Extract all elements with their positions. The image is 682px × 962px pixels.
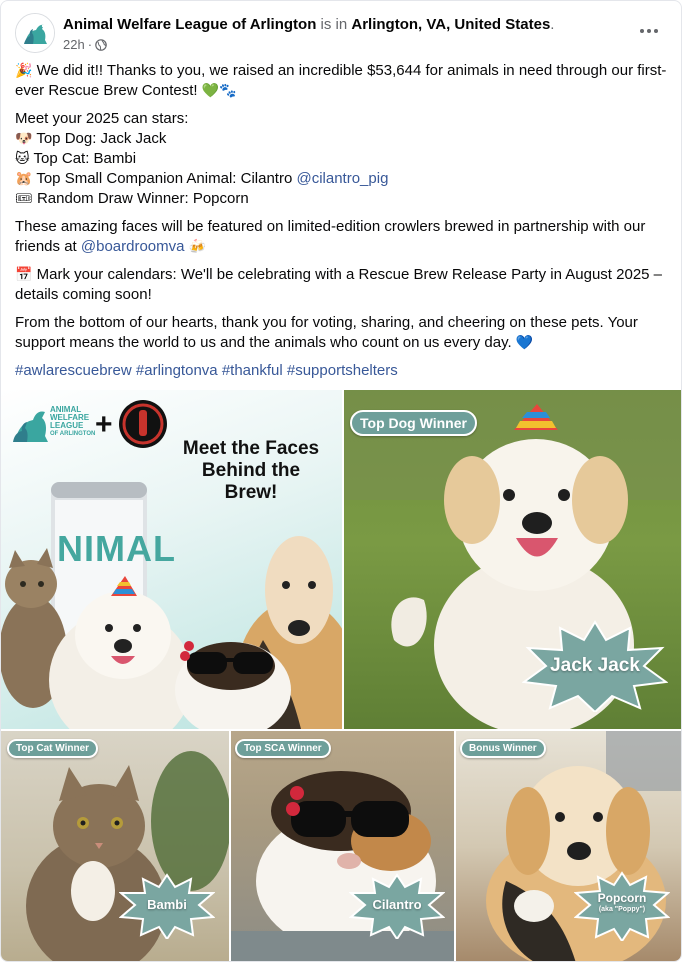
dog-face-icon: 🐶 <box>15 131 33 147</box>
hashtag-line <box>15 361 671 381</box>
bonus-badge: Bonus Winner <box>460 739 546 758</box>
photo-bonus[interactable] <box>456 731 682 962</box>
bonus-aka: (aka "Poppy") <box>598 906 646 913</box>
mention-cilantro-link[interactable]: @cilantro_pig <box>296 170 389 187</box>
winner-line-cat <box>15 149 671 169</box>
post-timestamp[interactable]: 22h <box>63 37 85 52</box>
top-dog-name: Jack Jack <box>550 655 640 676</box>
logo-line: OF ARLINGTON <box>50 431 96 437</box>
headline-line: Brew! <box>224 482 278 503</box>
winner-line-random <box>15 189 671 209</box>
cat-face-icon: 🐱 <box>15 151 30 167</box>
winner-text: Random Draw Winner: Popcorn <box>36 190 249 207</box>
plus-sign: + <box>95 408 113 441</box>
post-meta <box>63 37 107 52</box>
ticket-icon: 🎟 <box>15 191 33 207</box>
top-dog-badge: Top Dog Winner <box>350 410 477 436</box>
globe-icon[interactable] <box>95 39 107 51</box>
photo-promo[interactable] <box>1 390 342 729</box>
location-connector: is in <box>320 16 348 33</box>
winner-line-dog <box>15 129 671 149</box>
top-cat-name: Bambi <box>147 897 187 912</box>
more-options-button[interactable] <box>637 21 661 41</box>
blue-heart-icon: 💙 <box>515 335 534 351</box>
photo-top-dog[interactable] <box>344 390 682 729</box>
intro-text: We did it!! Thanks to you, we raised an incredible $53,644 for animals in need through our first-ever Rescue Brew Contest! <box>15 62 667 99</box>
winner-text: Top Cat: Bambi <box>33 150 137 167</box>
hashtag-link[interactable]: #awlarescuebrew <box>15 362 132 379</box>
top-sca-name: Cilantro <box>372 897 422 912</box>
hamster-face-icon: 🐹 <box>15 171 33 187</box>
promo-headline <box>167 438 335 504</box>
bonus-name: Popcorn <box>597 891 647 905</box>
more-horizontal-icon <box>640 29 644 33</box>
can-label: NIMAL <box>57 528 176 569</box>
headline-line: Behind the <box>201 460 301 481</box>
post-text <box>15 61 671 381</box>
beer-mugs-icon: 🍻 <box>188 239 207 255</box>
calendar-paragraph <box>15 265 671 305</box>
page-avatar[interactable] <box>15 13 55 53</box>
post-header-title <box>63 16 554 33</box>
top-cat-badge: Top Cat Winner <box>7 739 98 758</box>
author-name-link[interactable]: Animal Welfare League of Arlington <box>63 16 317 33</box>
photo-top-cat[interactable] <box>1 731 229 962</box>
post-header <box>15 13 667 55</box>
location-link[interactable]: Arlington, VA, United States <box>351 16 551 33</box>
party-popper-icon: 🎉 <box>15 63 33 79</box>
headline-line: Meet the Faces <box>182 438 320 459</box>
meet-heading: Meet your 2025 can stars: <box>15 110 189 127</box>
thanks-paragraph <box>15 313 671 353</box>
awla-logo-icon <box>16 14 55 53</box>
logo-line: ANIMAL <box>50 405 82 414</box>
awla-logo-text <box>50 406 95 438</box>
more-dot <box>654 29 658 33</box>
hashtag-link[interactable]: #thankful <box>221 362 283 379</box>
intro-paragraph <box>15 61 671 101</box>
featured-text: These amazing faces will be featured on limited-edition crowlers brewed in partnership with our friends at <box>15 218 646 255</box>
calendar-text: Mark your calendars: We'll be celebrating with a Rescue Brew Release Party in August 2025 – details coming soon! <box>15 266 663 303</box>
top-sca-badge: Top SCA Winner <box>235 739 331 758</box>
thanks-text: From the bottom of our hearts, thank you for voting, sharing, and cheering on these pets. Your support means the world to us and the animals who count on us every day. <box>15 314 638 351</box>
photo-top-sca[interactable] <box>231 731 454 962</box>
hashtag-link[interactable]: #arlingtonva <box>135 362 218 379</box>
winner-line-sca <box>15 169 671 189</box>
hashtag-link[interactable]: #supportshelters <box>286 362 398 379</box>
logo-line: WELFARE <box>50 413 90 422</box>
meta-separator: · <box>87 37 93 52</box>
photo-grid <box>1 390 682 962</box>
winner-text: Top Small Companion Animal: Cilantro <box>36 170 297 187</box>
location-suffix: . <box>550 16 555 33</box>
mention-boardroom-link[interactable]: @boardroomva <box>80 238 185 255</box>
calendar-icon: 📅 <box>15 267 33 283</box>
logo-line: LEAGUE <box>50 421 84 430</box>
winner-text: Top Dog: Jack Jack <box>36 130 167 147</box>
featured-paragraph <box>15 217 671 257</box>
more-dot <box>647 29 651 33</box>
heart-paws-icon: 💚🐾 <box>201 83 237 99</box>
